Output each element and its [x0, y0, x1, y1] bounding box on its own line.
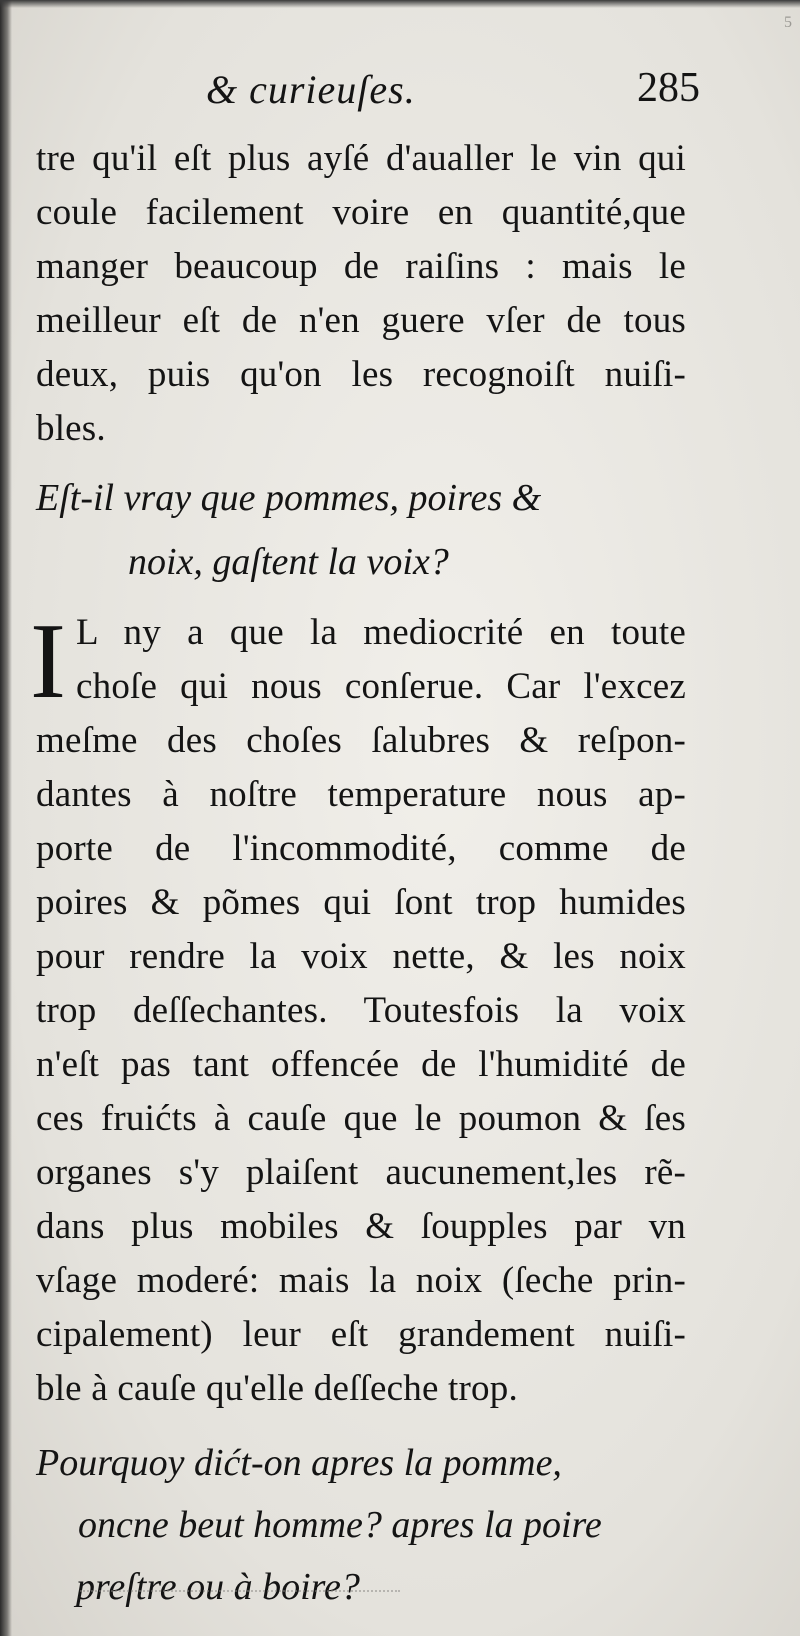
- text-line: coule facilement voire en quantité,que: [36, 192, 686, 233]
- text-line: porte de l'incommodité, comme de: [36, 828, 686, 869]
- page-number: 285: [637, 65, 700, 111]
- heading-line: preſtre ou à boire?: [76, 1566, 360, 1608]
- page-corner-mark: 5: [784, 14, 792, 31]
- text-line: poires & põmes qui ſont trop humides: [36, 882, 686, 923]
- text-line: tre qu'il eſt plus ayſé d'aualler le vin qui: [36, 138, 686, 179]
- paragraph-2: [30, 602, 686, 1416]
- text-line: ces fruićts à cauſe que le poumon & ſes: [36, 1098, 686, 1139]
- running-head: [36, 60, 700, 130]
- text-line: pour rendre la voix nette, & les noix: [36, 936, 686, 977]
- section-heading-1: [36, 466, 686, 594]
- text-line: manger beaucoup de raiſins : mais le: [36, 246, 686, 287]
- paper-speckle: [80, 1590, 400, 1594]
- running-title: & curieuſes.: [206, 67, 416, 112]
- text-line: dantes à noſtre temperature nous ap-: [36, 774, 686, 815]
- text-block: [30, 132, 686, 1618]
- text-line: ble à cauſe qu'elle deſſeche trop.: [36, 1368, 518, 1409]
- page-binding-shadow: [0, 0, 12, 1636]
- drop-capital: I: [30, 602, 66, 721]
- text-line: deux, puis qu'on les recognoiſt nuiſi-: [36, 354, 686, 395]
- text-line: cipalement) leur eſt grandement nuiſi-: [36, 1314, 686, 1355]
- heading-line: noix, gaſtent la voix?: [128, 541, 449, 583]
- paragraph-gap: [36, 1416, 686, 1432]
- text-line: meilleur eſt de n'en guere vſer de tous: [36, 300, 686, 341]
- heading-line: Pourquoy dićt-on apres la pomme,: [36, 1442, 562, 1484]
- page-top-shadow: [0, 0, 800, 8]
- text-line: dans plus mobiles & ſoupples par vn: [36, 1206, 686, 1247]
- heading-line: Eſt-il vray que pommes, poires &: [36, 477, 542, 519]
- text-line: vſage moderé: mais la noix (ſeche prin-: [36, 1260, 686, 1301]
- text-line: choſe qui nous conſerue. Car l'excez: [76, 666, 686, 707]
- heading-line: oncne beut homme? apres la poire: [78, 1504, 602, 1546]
- text-line: trop deſſechantes. Toutesfois la voix: [36, 990, 686, 1031]
- text-line: n'eſt pas tant offencée de l'humidité de: [36, 1044, 686, 1085]
- text-line: L ny a que la mediocrité en toute: [76, 612, 686, 653]
- paragraph-1: [36, 132, 686, 456]
- text-line: meſme des choſes ſalubres & reſpon-: [36, 720, 686, 761]
- text-line: organes s'y plaiſent aucunement,les rẽ-: [36, 1152, 686, 1193]
- text-line: bles.: [36, 408, 106, 449]
